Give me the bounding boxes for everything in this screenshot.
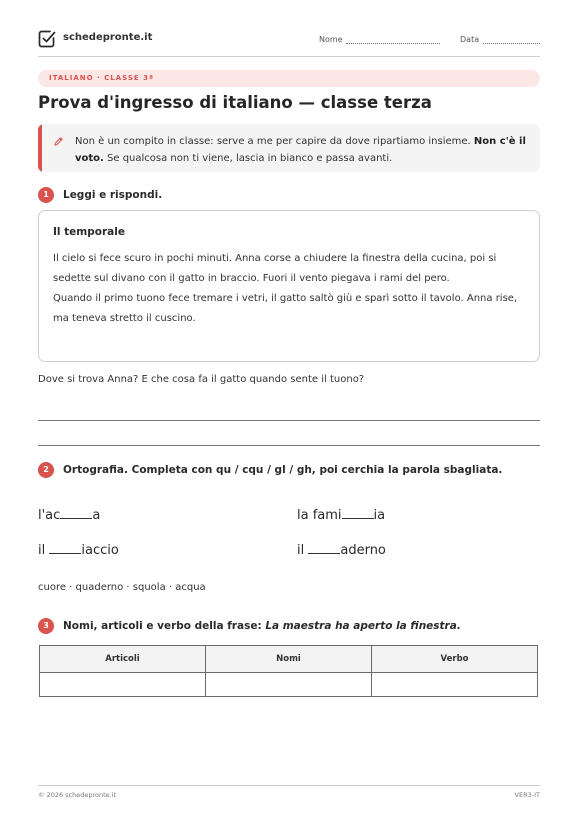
answer-line-1[interactable] [38,420,540,421]
spelling-item [38,506,100,523]
section-2-badge: 2 [38,462,54,478]
page-header [38,30,540,57]
checkbox-doc-icon [38,30,56,48]
page-title: Prova d'ingresso di italiano — classe terza [38,93,432,112]
answer-cell-articoli[interactable] [40,673,206,697]
teacher-note [38,124,540,172]
section-1-badge: 1 [38,187,54,203]
reading-box [38,210,540,362]
subject-pill [38,70,540,87]
footer-version: VER3-IT [514,791,540,799]
subject-label: ITALIANO · CLASSE 3ª [49,74,154,82]
section-3-sentence: La maestra ha aperto la finestra. [265,620,461,632]
reading-paragraph-1: Il cielo si fece scuro in pochi minuti. Anna corse a chiudere la finestra della cucina, poi si sedette sul divano con il gatto in braccio. Fuori il vento piegava i rami del pero. [53,253,497,284]
table-row [40,673,538,697]
section-1-heading: Leggi e rispondi. [63,189,163,201]
spelling-item-before: il [297,543,309,558]
spelling-item [38,541,119,558]
grammar-table [39,645,538,697]
spelling-item-after: ia [373,508,386,523]
spelling-blank[interactable] [49,541,81,554]
answer-cell-nomi[interactable] [206,673,372,697]
spelling-item-before: la fami [297,508,342,523]
section-3-badge: 3 [38,618,54,634]
reading-title: Il temporale [53,226,125,238]
spelling-blank[interactable] [308,541,340,554]
spelling-item-before: l'ac [38,508,61,523]
reading-text [53,249,527,329]
comprehension-question: Dove si trova Anna? E che cosa fa il gatto quando sente il tuono? [38,374,365,385]
spelling-item-before: il [38,543,50,558]
spelling-blank[interactable] [342,506,374,519]
spelling-item-after: iaccio [81,543,119,558]
section-3-heading-text: Nomi, articoli e verbo della frase: [63,620,262,632]
spelling-item [297,506,385,523]
spelling-item [297,541,386,558]
note-text [75,133,535,167]
answer-cell-verbo[interactable] [372,673,538,697]
answer-line-2[interactable] [38,445,540,446]
note-accent-bar [38,124,42,172]
section-2-heading: Ortografia. Completa con qu / cqu / gl / gh, poi cerchia la parola sbagliata. [63,464,503,476]
reading-paragraph-2: Quando il primo tuono fece tremare i vetri, il gatto saltò giù e sparì sotto il tavolo. Anna rise, ma teneva stretto il cuscino. [53,293,518,324]
column-header-nomi: Nomi [206,646,372,673]
date-field[interactable] [483,43,540,44]
footer-copyright: © 2026 schedepronte.it [38,791,117,799]
section-3-heading [63,620,461,632]
name-label: Nome [319,35,343,44]
spelling-item-after: a [92,508,101,523]
spelling-blank[interactable] [60,506,92,519]
pencil-icon [53,136,64,147]
note-text-2: Se qualcosa non ti viene, lascia in bianco e passa avanti. [107,153,393,164]
note-text-bold: Non c'è il voto. [75,136,526,164]
name-field[interactable] [346,43,440,44]
word-list: cuore · quaderno · squola · acqua [38,582,206,593]
brand-name: schedepronte.it [63,32,153,43]
column-header-articoli: Articoli [40,646,206,673]
spelling-item-after: aderno [340,543,386,558]
date-label: Data [460,35,480,44]
column-header-verbo: Verbo [372,646,538,673]
footer-divider [38,785,540,786]
note-text-1: Non è un compito in classe: serve a me per capire da dove ripartiamo insieme. [75,136,471,147]
table-header-row [40,646,538,673]
